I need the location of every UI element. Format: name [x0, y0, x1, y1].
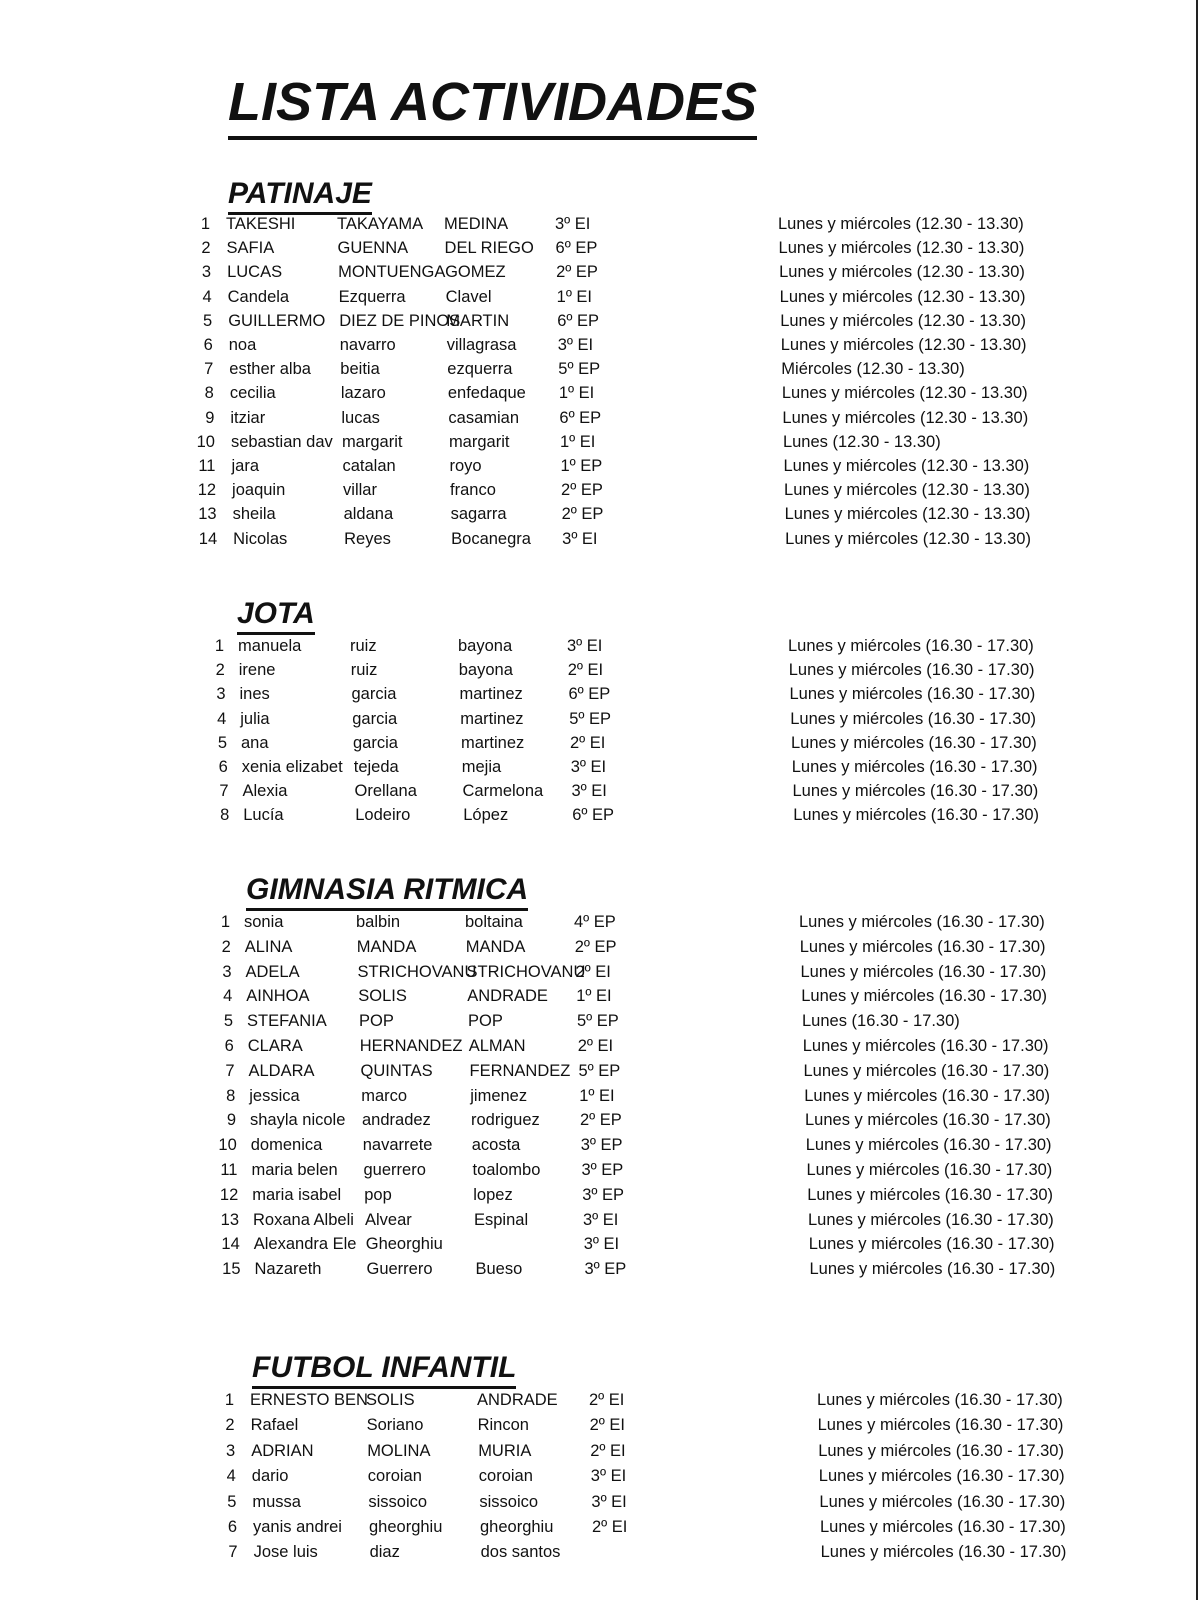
- course: 2º EI: [575, 962, 611, 981]
- course: 2º EI: [592, 1518, 628, 1536]
- first-surname: Alvear: [365, 1210, 412, 1229]
- first-surname: lazaro: [340, 384, 386, 403]
- first-surname: POP: [359, 1012, 394, 1031]
- first-name: sonia: [244, 913, 284, 931]
- row-number: 1: [220, 913, 230, 931]
- row-number: 2: [201, 239, 211, 258]
- page-title: LISTA ACTIVIDADES: [228, 68, 757, 140]
- first-surname: ruiz: [350, 637, 377, 655]
- schedule: Lunes y miércoles (16.30 - 17.30): [803, 1061, 1050, 1080]
- row-number: 4: [217, 709, 227, 728]
- row-number: 9: [226, 1111, 236, 1130]
- first-name: GUILLERMO: [228, 311, 326, 330]
- course: 3º EI: [583, 1235, 620, 1254]
- second-surname: Bocanegra: [451, 529, 531, 548]
- first-surname: andradez: [362, 1111, 431, 1130]
- first-name: CLARA: [247, 1037, 303, 1055]
- course: 3º EP: [581, 1161, 624, 1179]
- second-surname: coroian: [478, 1467, 533, 1486]
- first-surname: margarit: [341, 432, 403, 451]
- row-number: 2: [215, 661, 225, 680]
- first-name: itziar: [230, 408, 266, 427]
- row-number: 3: [226, 1441, 236, 1460]
- first-surname: QUINTAS: [360, 1061, 433, 1080]
- first-surname: garcia: [353, 733, 398, 752]
- course: 1º EI: [576, 987, 612, 1006]
- first-name: maria belen: [251, 1161, 338, 1179]
- first-surname: diaz: [369, 1543, 400, 1562]
- second-surname: acosta: [471, 1136, 521, 1155]
- course: 6º EP: [559, 408, 602, 427]
- row-number: 8: [204, 384, 214, 403]
- schedule: Lunes y miércoles (16.30 - 17.30): [809, 1260, 1056, 1279]
- first-name: Alexandra Ele: [253, 1235, 357, 1254]
- second-surname: rodriguez: [471, 1111, 540, 1130]
- first-name: xenia elizabet: [241, 758, 343, 776]
- first-name: Roxana Albeli: [253, 1210, 354, 1229]
- first-name: Lucía: [243, 806, 284, 825]
- first-name: esther alba: [229, 360, 311, 379]
- second-surname: sissoico: [479, 1492, 539, 1511]
- first-surname: Soriano: [366, 1416, 424, 1435]
- first-name: Jose luis: [253, 1543, 318, 1562]
- course: 6º EP: [555, 239, 598, 258]
- row-number: 11: [220, 1161, 238, 1179]
- schedule: Lunes y miércoles (12.30 - 13.30): [784, 481, 1030, 500]
- first-name: ERNESTO BEN: [250, 1391, 368, 1409]
- second-surname: martinez: [460, 709, 524, 728]
- schedule: Lunes y miércoles (16.30 - 17.30): [808, 1210, 1054, 1229]
- course: 1º EI: [559, 432, 596, 451]
- row-number: 5: [223, 1012, 233, 1031]
- first-surname: TAKAYAMA: [337, 215, 424, 233]
- schedule: Lunes y miércoles (16.30 - 17.30): [791, 733, 1037, 752]
- first-name: Nicolas: [233, 529, 288, 548]
- first-surname: MONTUENGA: [338, 263, 446, 282]
- schedule: Lunes y miércoles (12.30 - 13.30): [785, 529, 1031, 548]
- course: 5º EP: [577, 1012, 619, 1031]
- schedule: Lunes y miércoles (12.30 - 13.30): [779, 287, 1026, 306]
- second-surname: ezquerra: [447, 360, 513, 379]
- first-name: ALINA: [244, 937, 293, 956]
- row-number: 11: [198, 457, 216, 475]
- row-number: 1: [200, 215, 210, 233]
- first-surname: catalan: [342, 457, 396, 475]
- schedule: Lunes y miércoles (12.30 - 13.30): [784, 505, 1031, 524]
- row-number: 6: [227, 1518, 237, 1536]
- course: 3º EI: [583, 1210, 619, 1229]
- course: 3º EI: [557, 336, 594, 354]
- first-name: maria isabel: [252, 1185, 342, 1204]
- schedule: Lunes y miércoles (16.30 - 17.30): [820, 1518, 1066, 1536]
- course: 6º EP: [557, 311, 599, 330]
- schedule: Lunes y miércoles (16.30 - 17.30): [793, 806, 1040, 825]
- row-number: 1: [224, 1391, 234, 1409]
- first-name: joaquin: [232, 481, 286, 500]
- course: 3º EI: [562, 529, 598, 548]
- first-surname: navarro: [339, 336, 396, 354]
- first-surname: guerrero: [363, 1161, 426, 1179]
- schedule: Lunes y miércoles (12.30 - 13.30): [780, 311, 1026, 330]
- first-name: sebastian dav: [230, 432, 333, 451]
- second-surname: ANDRADE: [477, 1391, 558, 1409]
- course: 2º EP: [556, 263, 598, 282]
- first-name: STEFANIA: [247, 1012, 327, 1031]
- page-edge: [1196, 0, 1198, 1600]
- course: 3º EI: [555, 215, 591, 233]
- first-surname: aldana: [343, 505, 394, 524]
- row-number: 2: [221, 937, 231, 956]
- first-name: ana: [241, 733, 269, 752]
- first-surname: garcia: [351, 685, 397, 704]
- row-number: 5: [217, 733, 227, 752]
- schedule: Lunes y miércoles (16.30 - 17.30): [807, 1185, 1054, 1204]
- course: 2º EP: [561, 505, 604, 524]
- first-name: Alexia: [242, 782, 288, 801]
- second-surname: ANDRADE: [467, 987, 548, 1006]
- first-name: manuela: [238, 637, 302, 655]
- first-name: jessica: [249, 1086, 300, 1105]
- course: 2º EI: [590, 1441, 626, 1460]
- schedule: Lunes y miércoles (16.30 - 17.30): [788, 637, 1034, 655]
- second-surname: franco: [450, 481, 496, 500]
- first-name: mussa: [252, 1492, 301, 1511]
- first-name: AINHOA: [246, 987, 310, 1006]
- first-surname: balbin: [356, 913, 401, 931]
- second-surname: sagarra: [450, 505, 507, 524]
- course: 2º EI: [570, 733, 606, 752]
- course: 3º EP: [584, 1260, 627, 1279]
- course: 6º EP: [568, 685, 611, 704]
- row-number: 4: [226, 1467, 236, 1486]
- second-surname: casamian: [448, 408, 520, 427]
- course: 1º EI: [558, 384, 595, 403]
- course: 1º EI: [556, 287, 593, 306]
- first-surname: coroian: [367, 1467, 422, 1486]
- first-name: julia: [240, 709, 270, 728]
- row-number: 3: [216, 685, 226, 704]
- row-number: 5: [203, 311, 213, 330]
- row-number: 6: [203, 336, 213, 354]
- first-surname: MANDA: [356, 937, 417, 956]
- first-name: domenica: [250, 1136, 323, 1155]
- second-surname: jimenez: [470, 1086, 528, 1105]
- second-surname: royo: [449, 457, 482, 475]
- row-number: 6: [218, 758, 228, 776]
- first-surname: sissoico: [368, 1492, 428, 1511]
- schedule: Lunes y miércoles (12.30 - 13.30): [780, 336, 1027, 354]
- first-surname: tejeda: [353, 758, 399, 776]
- first-name: Candela: [227, 287, 290, 306]
- row-number: 7: [228, 1543, 238, 1562]
- second-surname: boltaina: [465, 913, 523, 931]
- second-surname: lopez: [473, 1185, 513, 1204]
- first-name: noa: [228, 336, 257, 354]
- second-surname: Clavel: [445, 287, 492, 306]
- course: 3º EI: [570, 758, 607, 776]
- row-number: 12: [219, 1185, 239, 1204]
- first-surname: pop: [364, 1185, 392, 1204]
- row-number: 14: [221, 1235, 240, 1254]
- course: 2º EI: [589, 1391, 625, 1409]
- first-surname: STRICHOVANU: [357, 962, 477, 981]
- schedule: Lunes y miércoles (16.30 - 17.30): [788, 661, 1035, 680]
- first-name: yanis andrei: [253, 1518, 342, 1536]
- first-name: dario: [251, 1467, 289, 1486]
- row-number: 10: [196, 432, 215, 451]
- course: 5º EP: [578, 1061, 621, 1080]
- first-surname: Ezquerra: [338, 287, 406, 306]
- row-number: 4: [202, 287, 212, 306]
- second-surname: ALMAN: [468, 1037, 526, 1055]
- schedule: Lunes y miércoles (16.30 - 17.30): [818, 1441, 1064, 1460]
- schedule: Lunes y miércoles (16.30 - 17.30): [808, 1235, 1055, 1254]
- row-number: 7: [225, 1061, 235, 1080]
- schedule: Lunes y miércoles (16.30 - 17.30): [799, 913, 1045, 931]
- schedule: Lunes y miércoles (16.30 - 17.30): [789, 685, 1036, 704]
- first-name: ADRIAN: [251, 1441, 314, 1460]
- schedule: Lunes y miércoles (16.30 - 17.30): [820, 1543, 1067, 1562]
- schedule: Lunes y miércoles (16.30 - 17.30): [804, 1086, 1051, 1105]
- second-surname: martinez: [461, 733, 525, 752]
- first-surname: DIEZ DE PINOS: [339, 311, 461, 330]
- first-name: ALDARA: [248, 1061, 315, 1080]
- schedule: Lunes y miércoles (16.30 - 17.30): [801, 987, 1048, 1006]
- schedule: Miércoles (12.30 - 13.30): [781, 360, 965, 379]
- schedule: Lunes y miércoles (16.30 - 17.30): [817, 1416, 1064, 1435]
- first-name: jara: [231, 457, 260, 475]
- row-number: 9: [205, 408, 215, 427]
- second-surname: toalombo: [472, 1161, 541, 1179]
- row-number: 7: [219, 782, 229, 801]
- schedule: Lunes y miércoles (16.30 - 17.30): [802, 1037, 1049, 1055]
- first-surname: SOLIS: [358, 987, 407, 1006]
- second-surname: POP: [468, 1012, 503, 1031]
- second-surname: GOMEZ: [445, 263, 506, 282]
- course: 3º EI: [591, 1492, 627, 1511]
- course: 3º EP: [582, 1185, 625, 1204]
- section-title: FUTBOL INFANTIL: [252, 1350, 516, 1389]
- schedule: Lunes y miércoles (16.30 - 17.30): [791, 758, 1038, 776]
- first-surname: HERNANDEZ: [359, 1037, 463, 1055]
- schedule: Lunes y miércoles (16.30 - 17.30): [805, 1136, 1052, 1155]
- schedule: Lunes (16.30 - 17.30): [802, 1012, 960, 1031]
- schedule: Lunes y miércoles (16.30 - 17.30): [800, 962, 1047, 981]
- row-number: 12: [197, 481, 217, 500]
- first-surname: navarrete: [362, 1136, 433, 1155]
- schedule: Lunes y miércoles (16.30 - 17.30): [805, 1111, 1051, 1130]
- first-surname: Lodeiro: [355, 806, 411, 825]
- second-surname: MEDINA: [444, 215, 509, 233]
- row-number: 15: [222, 1260, 241, 1279]
- row-number: 13: [220, 1210, 239, 1229]
- section-title: GIMNASIA RITMICA: [246, 872, 528, 911]
- section-title: PATINAJE: [228, 176, 372, 215]
- first-surname: garcia: [352, 709, 398, 728]
- first-name: Rafael: [250, 1416, 299, 1435]
- course: 2º EP: [574, 937, 617, 956]
- row-number: 13: [198, 505, 217, 524]
- row-number: 8: [220, 806, 230, 825]
- row-number: 8: [226, 1086, 236, 1105]
- row-number: 1: [214, 637, 224, 655]
- second-surname: margarit: [448, 432, 510, 451]
- schedule: Lunes y miércoles (12.30 - 13.30): [783, 457, 1030, 475]
- row-number: 3: [222, 962, 232, 981]
- first-surname: lucas: [341, 408, 380, 427]
- first-name: irene: [238, 661, 276, 680]
- schedule: Lunes y miércoles (16.30 - 17.30): [817, 1391, 1063, 1409]
- schedule: Lunes (12.30 - 13.30): [782, 432, 941, 451]
- row-number: 4: [223, 987, 233, 1006]
- course: 3º EI: [590, 1467, 627, 1486]
- row-number: 10: [218, 1136, 237, 1155]
- course: 3º EP: [580, 1136, 623, 1155]
- course: 6º EP: [572, 806, 615, 825]
- course: 2º EI: [589, 1416, 625, 1435]
- first-surname: GUENNA: [337, 239, 409, 258]
- first-surname: marco: [361, 1086, 408, 1105]
- first-name: TAKESHI: [226, 215, 296, 233]
- schedule: Lunes y miércoles (16.30 - 17.30): [818, 1467, 1065, 1486]
- schedule: Lunes y miércoles (12.30 - 13.30): [781, 384, 1028, 403]
- schedule: Lunes y miércoles (16.30 - 17.30): [819, 1492, 1066, 1511]
- section-title: JOTA: [237, 596, 315, 635]
- first-name: ines: [239, 685, 270, 704]
- second-surname: López: [463, 806, 509, 825]
- course: 1º EI: [579, 1086, 615, 1105]
- first-surname: villar: [343, 481, 377, 500]
- schedule: Lunes y miércoles (16.30 - 17.30): [799, 937, 1046, 956]
- second-surname: MARTIN: [446, 311, 510, 330]
- second-surname: STRICHOVANU: [466, 962, 586, 981]
- first-surname: beitia: [340, 360, 380, 379]
- second-surname: gheorghiu: [480, 1518, 554, 1536]
- schedule: Lunes y miércoles (12.30 - 13.30): [778, 215, 1024, 233]
- course: 5º EP: [569, 709, 612, 728]
- second-surname: bayona: [458, 637, 513, 655]
- schedule: Lunes y miércoles (12.30 - 13.30): [779, 263, 1025, 282]
- first-name: LUCAS: [227, 263, 283, 282]
- schedule: Lunes y miércoles (12.30 - 13.30): [782, 408, 1029, 427]
- second-surname: dos santos: [480, 1543, 561, 1562]
- schedule: Lunes y miércoles (12.30 - 13.30): [778, 239, 1025, 258]
- first-name: sheila: [232, 505, 276, 524]
- course: 3º EI: [567, 637, 603, 655]
- second-surname: FERNANDEZ: [469, 1061, 571, 1080]
- course: 2º EI: [577, 1037, 614, 1055]
- first-name: SAFIA: [226, 239, 275, 258]
- schedule: Lunes y miércoles (16.30 - 17.30): [806, 1161, 1053, 1179]
- second-surname: martinez: [459, 685, 523, 704]
- second-surname: enfedaque: [447, 384, 526, 403]
- first-name: cecilia: [229, 384, 276, 403]
- second-surname: mejia: [461, 758, 502, 776]
- first-name: Nazareth: [254, 1260, 322, 1279]
- first-surname: ruiz: [350, 661, 378, 680]
- second-surname: DEL RIEGO: [444, 239, 534, 258]
- row-number: 14: [198, 529, 218, 548]
- schedule: Lunes y miércoles (16.30 - 17.30): [792, 782, 1039, 801]
- course: 2º EP: [561, 481, 603, 500]
- first-surname: Orellana: [354, 782, 417, 801]
- course: 1º EP: [560, 457, 603, 475]
- first-surname: gheorghiu: [369, 1518, 443, 1536]
- first-surname: SOLIS: [366, 1391, 415, 1409]
- row-number: 3: [201, 263, 212, 282]
- course: 4º EP: [574, 913, 616, 931]
- first-surname: Guerrero: [366, 1260, 433, 1279]
- second-surname: Carmelona: [462, 782, 544, 801]
- first-name: ADELA: [245, 962, 300, 981]
- first-name: shayla nicole: [250, 1111, 346, 1130]
- course: 3º EI: [571, 782, 607, 801]
- second-surname: Bueso: [475, 1260, 523, 1279]
- schedule: Lunes y miércoles (16.30 - 17.30): [790, 709, 1037, 728]
- course: 2º EP: [580, 1111, 622, 1130]
- row-number: 7: [204, 360, 214, 379]
- second-surname: MANDA: [465, 937, 526, 956]
- second-surname: MURIA: [478, 1441, 532, 1460]
- course: 2º EI: [567, 661, 604, 680]
- row-number: 6: [224, 1037, 234, 1055]
- row-number: 2: [225, 1416, 235, 1435]
- second-surname: bayona: [458, 661, 513, 680]
- second-surname: Rincon: [477, 1416, 529, 1435]
- row-number: 5: [227, 1492, 237, 1511]
- course: 5º EP: [558, 360, 601, 379]
- second-surname: villagrasa: [446, 336, 517, 354]
- first-surname: Reyes: [344, 529, 391, 548]
- first-surname: MOLINA: [367, 1441, 431, 1460]
- second-surname: Espinal: [474, 1210, 529, 1229]
- first-surname: Gheorghiu: [365, 1235, 443, 1254]
